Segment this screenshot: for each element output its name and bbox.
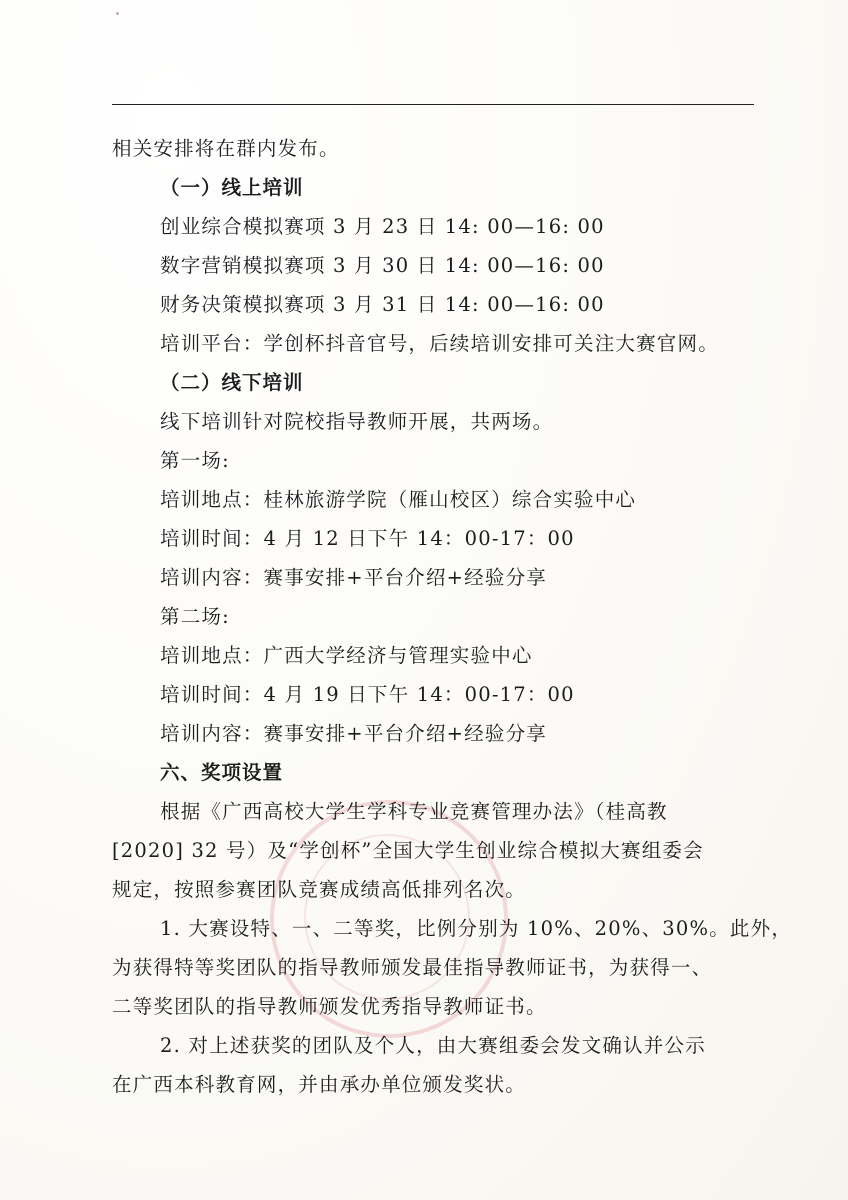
session-two-content: 培训内容：赛事安排+平台介绍+经验分享 — [160, 722, 547, 745]
offline-training-intro: 线下培训针对院校指导教师开展，共两场。 — [160, 410, 554, 433]
online-training-digital-marketing: 数字营销模拟赛项 3 月 30 日 14: 00—16: 00 — [160, 254, 605, 277]
session-two-time: 培训时间：4 月 19 日下午 14：00-17：00 — [160, 683, 575, 706]
award-item-1-line-3: 二等奖团队的指导教师颁发优秀指导教师证书。 — [112, 995, 547, 1018]
paragraph-continuation: 相关安排将在群内发布。 — [112, 137, 340, 160]
awards-paragraph-line-2: [2020] 32 号）及“学创杯”全国大学生创业综合模拟大赛组委会 — [112, 839, 704, 862]
session-two-location: 培训地点：广西大学经济与管理实验中心 — [160, 644, 533, 667]
section-heading-awards: 六、奖项设置 — [160, 761, 284, 784]
scan-speck — [116, 12, 119, 15]
online-training-finance: 财务决策模拟赛项 3 月 31 日 14: 00—16: 00 — [160, 293, 605, 316]
awards-paragraph-line-1: 根据《广西高校大学生学科专业竞赛管理办法》（桂高教 — [160, 800, 668, 823]
section-heading-online-training: （一）线上培训 — [160, 176, 304, 199]
session-one-content: 培训内容：赛事安排+平台介绍+经验分享 — [160, 566, 547, 589]
online-training-entrepreneurship: 创业综合模拟赛项 3 月 23 日 14: 00—16: 00 — [160, 215, 605, 238]
award-item-1-line-2: 为获得特等奖团队的指导教师颁发最佳指导教师证书，为获得一、 — [112, 956, 713, 979]
session-one-label: 第一场: — [160, 449, 230, 472]
section-heading-offline-training: （二）线下培训 — [160, 371, 304, 394]
award-item-2-line-1: 2. 对上述获奖的团队及个人，由大赛组委会发文确认并公示 — [160, 1034, 706, 1057]
awards-paragraph-line-3: 规定，按照参赛团队竞赛成绩高低排列名次。 — [112, 878, 527, 901]
award-item-1-line-1: 1. 大赛设特、一、二等奖，比例分别为 10%、20%、30%。此外， — [160, 917, 793, 940]
session-two-label: 第二场: — [160, 605, 230, 628]
header-rule — [112, 104, 754, 105]
award-item-2-line-2: 在广西本科教育网，并由承办单位颁发奖状。 — [112, 1073, 527, 1096]
session-one-time: 培训时间：4 月 12 日下午 14：00-17：00 — [160, 527, 575, 550]
online-training-platform: 培训平台：学创杯抖音官号，后续培训安排可关注大赛官网。 — [160, 332, 719, 355]
session-one-location: 培训地点：桂林旅游学院（雁山校区）综合实验中心 — [160, 488, 637, 511]
